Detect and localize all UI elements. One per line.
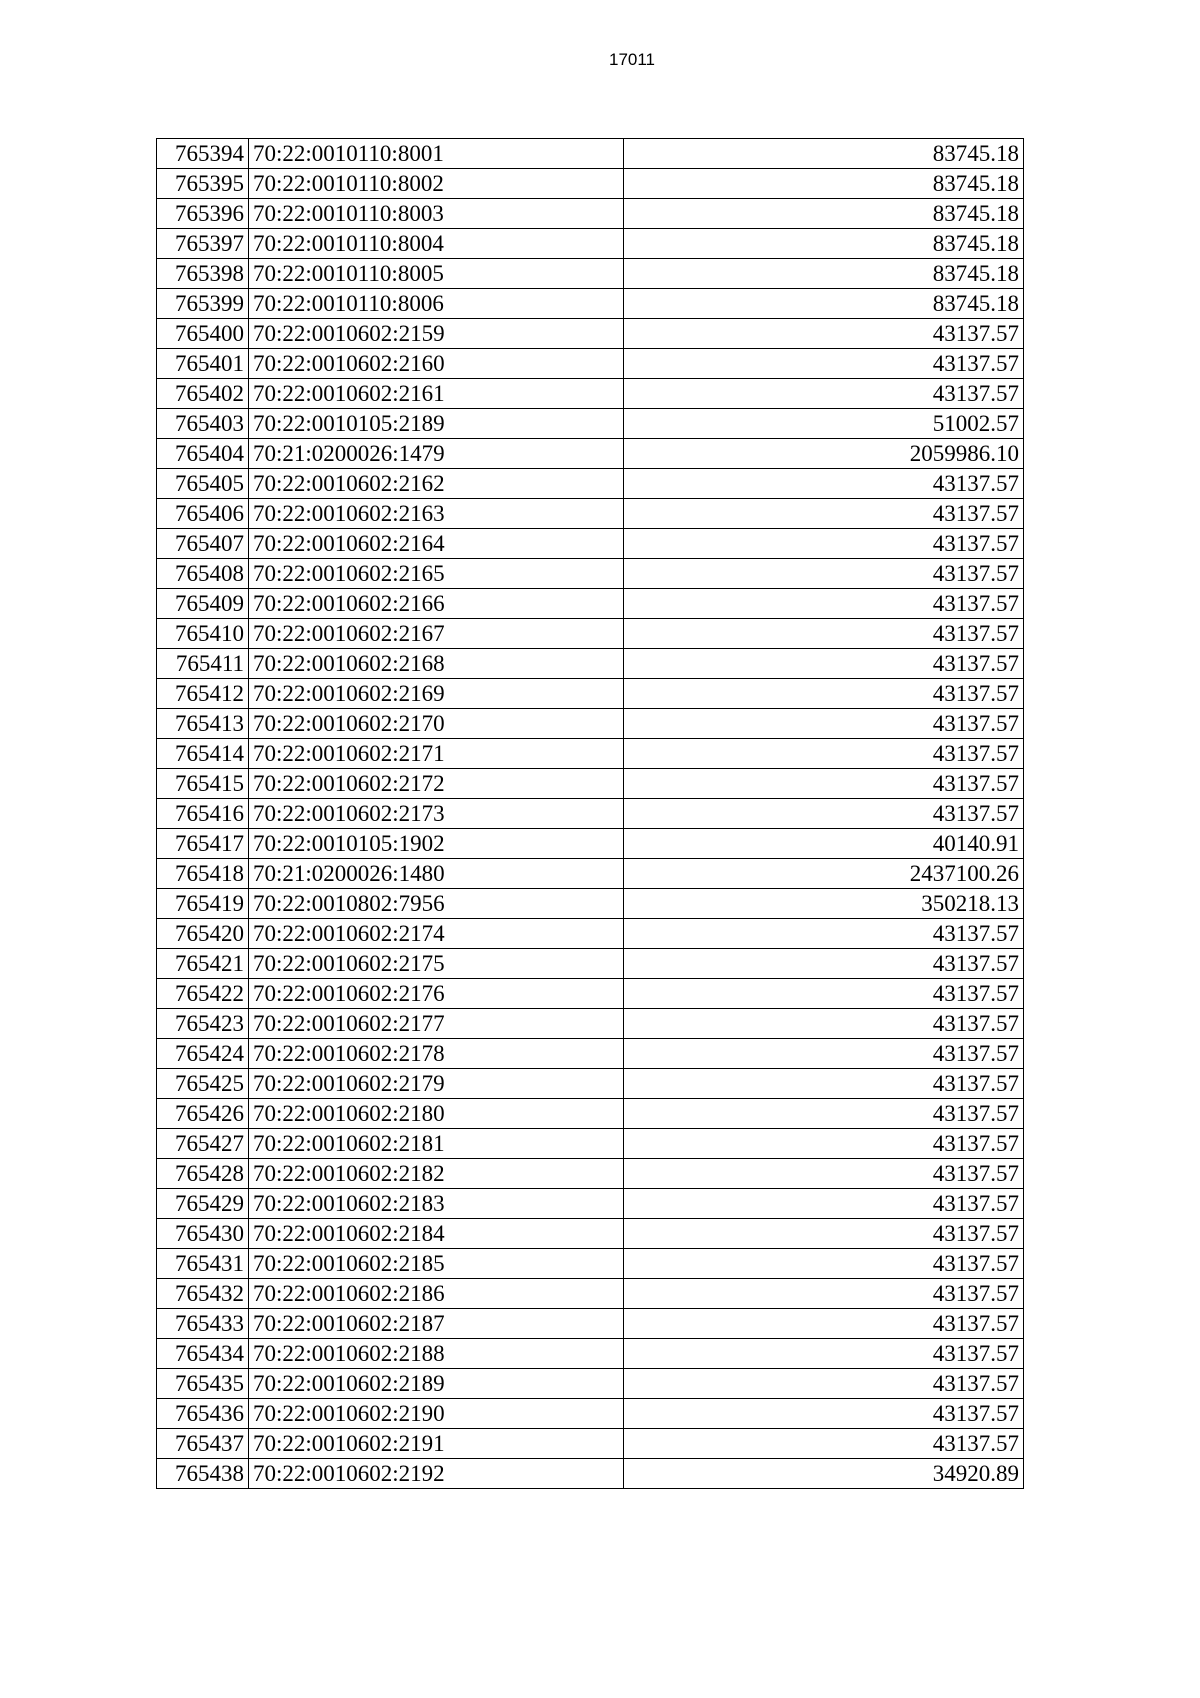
cadastral-number-cell: 70:22:0010602:2176 xyxy=(249,979,624,1009)
row-number-cell: 765397 xyxy=(157,229,249,259)
cadastral-value-cell: 43137.57 xyxy=(624,349,1024,379)
table-row xyxy=(157,1459,1024,1489)
cadastral-number-cell: 70:22:0010105:2189 xyxy=(249,409,624,439)
table-row xyxy=(157,499,1024,529)
cadastral-number-cell: 70:22:0010602:2183 xyxy=(249,1189,624,1219)
cadastral-value-cell: 2437100.26 xyxy=(624,859,1024,889)
row-number-cell: 765426 xyxy=(157,1099,249,1129)
cadastral-number-cell: 70:22:0010110:8003 xyxy=(249,199,624,229)
table-row xyxy=(157,469,1024,499)
table-row xyxy=(157,949,1024,979)
table-row xyxy=(157,409,1024,439)
row-number-cell: 765412 xyxy=(157,679,249,709)
table-row xyxy=(157,529,1024,559)
table-row xyxy=(157,139,1024,169)
cadastral-number-cell: 70:22:0010602:2191 xyxy=(249,1429,624,1459)
row-number-cell: 765408 xyxy=(157,559,249,589)
cadastral-number-cell: 70:21:0200026:1480 xyxy=(249,859,624,889)
table-row xyxy=(157,319,1024,349)
table-row xyxy=(157,1279,1024,1309)
row-number-cell: 765419 xyxy=(157,889,249,919)
table-row xyxy=(157,1129,1024,1159)
cadastral-number-cell: 70:22:0010602:2161 xyxy=(249,379,624,409)
cadastral-value-cell: 83745.18 xyxy=(624,229,1024,259)
row-number-cell: 765404 xyxy=(157,439,249,469)
table-row xyxy=(157,649,1024,679)
cadastral-number-cell: 70:22:0010602:2170 xyxy=(249,709,624,739)
cadastral-number-cell: 70:22:0010105:1902 xyxy=(249,829,624,859)
table-row xyxy=(157,589,1024,619)
cadastral-number-cell: 70:22:0010602:2173 xyxy=(249,799,624,829)
cadastral-value-table xyxy=(156,138,1024,1489)
cadastral-value-cell: 43137.57 xyxy=(624,1189,1024,1219)
table-row xyxy=(157,259,1024,289)
row-number-cell: 765395 xyxy=(157,169,249,199)
cadastral-value-cell: 43137.57 xyxy=(624,739,1024,769)
cadastral-value-cell: 43137.57 xyxy=(624,1399,1024,1429)
row-number-cell: 765425 xyxy=(157,1069,249,1099)
row-number-cell: 765407 xyxy=(157,529,249,559)
cadastral-number-cell: 70:22:0010602:2177 xyxy=(249,1009,624,1039)
table-row xyxy=(157,709,1024,739)
cadastral-value-cell: 83745.18 xyxy=(624,199,1024,229)
cadastral-value-cell: 43137.57 xyxy=(624,1009,1024,1039)
row-number-cell: 765410 xyxy=(157,619,249,649)
row-number-cell: 765423 xyxy=(157,1009,249,1039)
row-number-cell: 765436 xyxy=(157,1399,249,1429)
row-number-cell: 765435 xyxy=(157,1369,249,1399)
row-number-cell: 765396 xyxy=(157,199,249,229)
cadastral-value-cell: 43137.57 xyxy=(624,1159,1024,1189)
table-row xyxy=(157,1399,1024,1429)
cadastral-value-cell: 43137.57 xyxy=(624,1309,1024,1339)
table-row xyxy=(157,1009,1024,1039)
cadastral-value-cell: 43137.57 xyxy=(624,619,1024,649)
cadastral-value-cell: 43137.57 xyxy=(624,1369,1024,1399)
cadastral-number-cell: 70:22:0010602:2187 xyxy=(249,1309,624,1339)
cadastral-value-cell: 43137.57 xyxy=(624,1039,1024,1069)
cadastral-number-cell: 70:21:0200026:1479 xyxy=(249,439,624,469)
row-number-cell: 765402 xyxy=(157,379,249,409)
table-row xyxy=(157,1219,1024,1249)
table-row xyxy=(157,349,1024,379)
cadastral-value-cell: 43137.57 xyxy=(624,1279,1024,1309)
table-row xyxy=(157,1339,1024,1369)
table-row xyxy=(157,439,1024,469)
table-row xyxy=(157,1309,1024,1339)
row-number-cell: 765398 xyxy=(157,259,249,289)
cadastral-number-cell: 70:22:0010602:2186 xyxy=(249,1279,624,1309)
table-row xyxy=(157,169,1024,199)
cadastral-value-cell: 43137.57 xyxy=(624,1429,1024,1459)
cadastral-value-cell: 43137.57 xyxy=(624,559,1024,589)
row-number-cell: 765417 xyxy=(157,829,249,859)
cadastral-value-cell: 40140.91 xyxy=(624,829,1024,859)
row-number-cell: 765432 xyxy=(157,1279,249,1309)
row-number-cell: 765428 xyxy=(157,1159,249,1189)
cadastral-value-cell: 350218.13 xyxy=(624,889,1024,919)
row-number-cell: 765403 xyxy=(157,409,249,439)
cadastral-value-cell: 43137.57 xyxy=(624,1069,1024,1099)
row-number-cell: 765430 xyxy=(157,1219,249,1249)
row-number-cell: 765394 xyxy=(157,139,249,169)
cadastral-number-cell: 70:22:0010602:2174 xyxy=(249,919,624,949)
row-number-cell: 765406 xyxy=(157,499,249,529)
row-number-cell: 765418 xyxy=(157,859,249,889)
cadastral-number-cell: 70:22:0010602:2162 xyxy=(249,469,624,499)
cadastral-number-cell: 70:22:0010602:2181 xyxy=(249,1129,624,1159)
cadastral-number-cell: 70:22:0010110:8002 xyxy=(249,169,624,199)
table-row xyxy=(157,889,1024,919)
cadastral-value-cell: 43137.57 xyxy=(624,799,1024,829)
row-number-cell: 765420 xyxy=(157,919,249,949)
table-row xyxy=(157,919,1024,949)
cadastral-number-cell: 70:22:0010602:2172 xyxy=(249,769,624,799)
cadastral-value-cell: 43137.57 xyxy=(624,1129,1024,1159)
cadastral-value-cell: 83745.18 xyxy=(624,139,1024,169)
cadastral-value-cell: 43137.57 xyxy=(624,529,1024,559)
row-number-cell: 765427 xyxy=(157,1129,249,1159)
table-row xyxy=(157,829,1024,859)
cadastral-value-cell: 83745.18 xyxy=(624,289,1024,319)
cadastral-value-cell: 43137.57 xyxy=(624,319,1024,349)
table-row xyxy=(157,979,1024,1009)
cadastral-number-cell: 70:22:0010110:8001 xyxy=(249,139,624,169)
row-number-cell: 765438 xyxy=(157,1459,249,1489)
table-row xyxy=(157,289,1024,319)
row-number-cell: 765424 xyxy=(157,1039,249,1069)
table-row xyxy=(157,1099,1024,1129)
row-number-cell: 765431 xyxy=(157,1249,249,1279)
cadastral-number-cell: 70:22:0010602:2171 xyxy=(249,739,624,769)
row-number-cell: 765413 xyxy=(157,709,249,739)
row-number-cell: 765433 xyxy=(157,1309,249,1339)
row-number-cell: 765411 xyxy=(157,649,249,679)
table-row xyxy=(157,619,1024,649)
cadastral-value-cell: 43137.57 xyxy=(624,769,1024,799)
cadastral-value-cell: 43137.57 xyxy=(624,379,1024,409)
table-row xyxy=(157,739,1024,769)
cadastral-number-cell: 70:22:0010110:8006 xyxy=(249,289,624,319)
table-row xyxy=(157,799,1024,829)
table-row xyxy=(157,1189,1024,1219)
cadastral-number-cell: 70:22:0010602:2175 xyxy=(249,949,624,979)
cadastral-number-cell: 70:22:0010602:2185 xyxy=(249,1249,624,1279)
row-number-cell: 765405 xyxy=(157,469,249,499)
row-number-cell: 765429 xyxy=(157,1189,249,1219)
table-row xyxy=(157,199,1024,229)
cadastral-value-cell: 43137.57 xyxy=(624,589,1024,619)
cadastral-value-cell: 34920.89 xyxy=(624,1459,1024,1489)
row-number-cell: 765416 xyxy=(157,799,249,829)
cadastral-number-cell: 70:22:0010110:8005 xyxy=(249,259,624,289)
table-row xyxy=(157,769,1024,799)
cadastral-value-cell: 51002.57 xyxy=(624,409,1024,439)
row-number-cell: 765415 xyxy=(157,769,249,799)
row-number-cell: 765409 xyxy=(157,589,249,619)
cadastral-number-cell: 70:22:0010110:8004 xyxy=(249,229,624,259)
table-row xyxy=(157,559,1024,589)
cadastral-value-cell: 43137.57 xyxy=(624,709,1024,739)
table-row xyxy=(157,1039,1024,1069)
cadastral-number-cell: 70:22:0010602:2160 xyxy=(249,349,624,379)
cadastral-number-cell: 70:22:0010602:2190 xyxy=(249,1399,624,1429)
row-number-cell: 765437 xyxy=(157,1429,249,1459)
cadastral-number-cell: 70:22:0010602:2166 xyxy=(249,589,624,619)
table-row xyxy=(157,1159,1024,1189)
cadastral-number-cell: 70:22:0010602:2180 xyxy=(249,1099,624,1129)
cadastral-number-cell: 70:22:0010802:7956 xyxy=(249,889,624,919)
table-row xyxy=(157,859,1024,889)
table-row xyxy=(157,1369,1024,1399)
cadastral-value-cell: 43137.57 xyxy=(624,1099,1024,1129)
cadastral-value-cell: 43137.57 xyxy=(624,649,1024,679)
cadastral-value-cell: 43137.57 xyxy=(624,469,1024,499)
cadastral-value-cell: 83745.18 xyxy=(624,259,1024,289)
cadastral-number-cell: 70:22:0010602:2182 xyxy=(249,1159,624,1189)
cadastral-value-cell: 43137.57 xyxy=(624,919,1024,949)
row-number-cell: 765401 xyxy=(157,349,249,379)
row-number-cell: 765414 xyxy=(157,739,249,769)
cadastral-value-cell: 43137.57 xyxy=(624,1219,1024,1249)
cadastral-number-cell: 70:22:0010602:2169 xyxy=(249,679,624,709)
cadastral-value-cell: 43137.57 xyxy=(624,979,1024,1009)
row-number-cell: 765434 xyxy=(157,1339,249,1369)
cadastral-value-cell: 43137.57 xyxy=(624,499,1024,529)
cadastral-number-cell: 70:22:0010602:2188 xyxy=(249,1339,624,1369)
row-number-cell: 765399 xyxy=(157,289,249,319)
row-number-cell: 765422 xyxy=(157,979,249,1009)
cadastral-value-cell: 43137.57 xyxy=(624,1339,1024,1369)
cadastral-value-cell: 43137.57 xyxy=(624,1249,1024,1279)
cadastral-number-cell: 70:22:0010602:2189 xyxy=(249,1369,624,1399)
cadastral-number-cell: 70:22:0010602:2178 xyxy=(249,1039,624,1069)
table-row xyxy=(157,379,1024,409)
cadastral-number-cell: 70:22:0010602:2167 xyxy=(249,619,624,649)
row-number-cell: 765421 xyxy=(157,949,249,979)
cadastral-value-cell: 83745.18 xyxy=(624,169,1024,199)
cadastral-number-cell: 70:22:0010602:2164 xyxy=(249,529,624,559)
cadastral-number-cell: 70:22:0010602:2192 xyxy=(249,1459,624,1489)
table-row xyxy=(157,229,1024,259)
table-body xyxy=(157,139,1024,1489)
table-row xyxy=(157,1249,1024,1279)
cadastral-value-cell: 43137.57 xyxy=(624,949,1024,979)
cadastral-number-cell: 70:22:0010602:2163 xyxy=(249,499,624,529)
table-row xyxy=(157,1069,1024,1099)
cadastral-value-cell: 43137.57 xyxy=(624,679,1024,709)
table-row xyxy=(157,679,1024,709)
cadastral-number-cell: 70:22:0010602:2159 xyxy=(249,319,624,349)
cadastral-value-cell: 2059986.10 xyxy=(624,439,1024,469)
table-row xyxy=(157,1429,1024,1459)
row-number-cell: 765400 xyxy=(157,319,249,349)
cadastral-number-cell: 70:22:0010602:2168 xyxy=(249,649,624,679)
cadastral-number-cell: 70:22:0010602:2165 xyxy=(249,559,624,589)
page-number: 17011 xyxy=(608,50,655,69)
cadastral-number-cell: 70:22:0010602:2184 xyxy=(249,1219,624,1249)
cadastral-number-cell: 70:22:0010602:2179 xyxy=(249,1069,624,1099)
